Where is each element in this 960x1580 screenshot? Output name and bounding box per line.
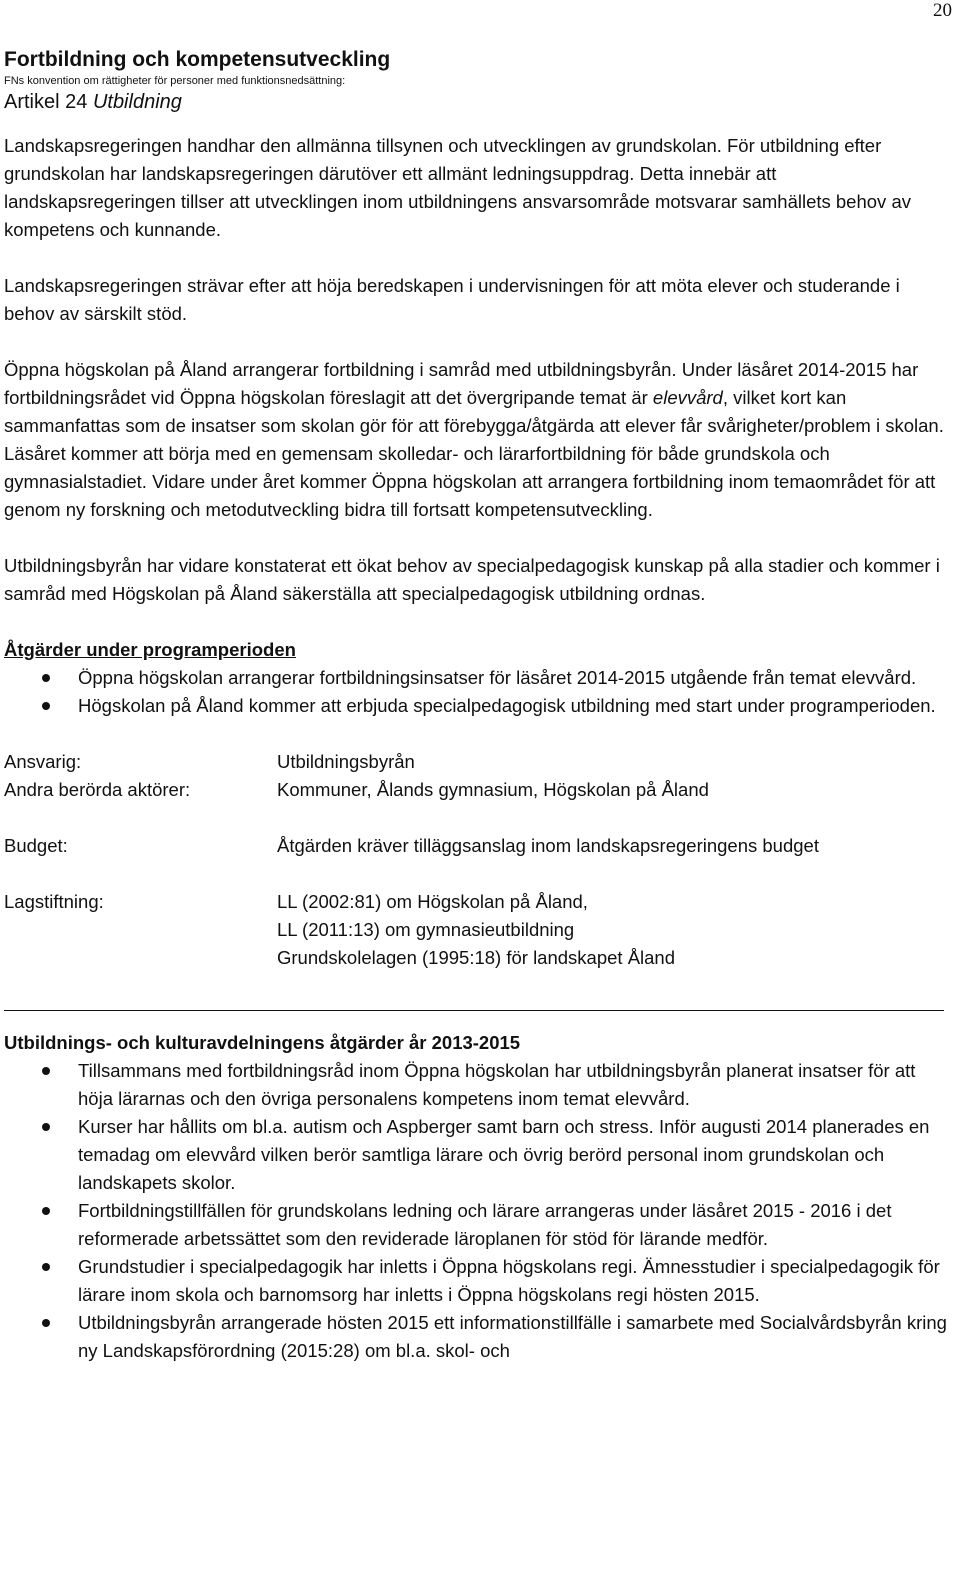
- list-item: [4, 1197, 950, 1253]
- list-item: [4, 1309, 950, 1365]
- paragraph-open-university-part2: , vilket kort kan sammanfattas som de insatser som skolan gör för att förebygga/åtgärda att elever får svårigheter/problem i skolan. Läsåret kommer att börja med en gemensam skolledar- och lärarfortbildning för både grundskola och gymnasialstadiet. Vidare under året kommer Öppna högskolan att arrangera fortbildning inom temaområdet för att genom ny forskning och metodutveckling bidra till fortsatt kompetensutveckling.: [4, 387, 944, 520]
- legislation-label: Lagstiftning:: [4, 891, 104, 912]
- list-item: [4, 692, 950, 720]
- list-item-text: Grundstudier i specialpedagogik har inletts i Öppna högskolans regi. Ämnesstudier i specialpedagogik för lärare inom skola och barnomsorg har inletts i Öppna högskolans regi hösten 2015.: [78, 1256, 940, 1305]
- bullet-icon: [42, 1263, 50, 1271]
- bullet-icon: [42, 1319, 50, 1327]
- paragraph-open-university: [4, 356, 950, 524]
- list-item: [4, 1113, 950, 1197]
- document-body: [4, 46, 950, 1365]
- convention-subtitle: FNs konvention om rättigheter för personer med funktionsnedsättning:: [4, 75, 346, 87]
- bullet-icon: [42, 702, 50, 710]
- department-list: [4, 1057, 950, 1365]
- bullet-icon: [42, 674, 50, 682]
- responsible-value: Utbildningsbyrån: [277, 751, 415, 772]
- list-item-text: Öppna högskolan arrangerar fortbildningsinsatser för läsåret 2014-2015 utgående från temat elevvård.: [78, 667, 917, 688]
- paragraph-supervision: Landskapsregeringen handhar den allmänna tillsynen och utvecklingen av grundskolan. För utbildning efter grundskolan har landskapsregeringen därutöver ett allmänt ledningsuppdrag. Detta innebär att landskapsregeringen tillser att utvecklingen inom utbildningens ansvarsområde motsvarar samhällets behov av kompetens och kunnande.: [4, 135, 911, 240]
- list-item-text: Utbildningsbyrån arrangerade hösten 2015 ett informationstillfälle i samarbete med Socialvårdsbyrån kring ny Landskapsförordning (2015:28) om bl.a. skol- och: [78, 1312, 947, 1361]
- bullet-icon: [42, 1067, 50, 1075]
- paragraph-preparedness: Landskapsregeringen strävar efter att höja beredskapen i undervisningen för att möta elever och studerande i behov av särskilt stöd.: [4, 275, 900, 324]
- department-heading: Utbildnings- och kulturavdelningens åtgärder år 2013-2015: [4, 1032, 521, 1053]
- budget-value: Åtgärden kräver tilläggsanslag inom landskapsregeringens budget: [277, 835, 819, 856]
- legislation-value: [277, 888, 950, 972]
- legislation-line: Grundskolelagen (1995:18) för landskapet Åland: [277, 947, 676, 968]
- paragraph-open-university-part1: Öppna högskolan på Åland arrangerar fortbildning i samråd med utbildningsbyrån. Under läsåret 2014-2015 har fortbildningsrådet vid Öppna högskolan föreslagit att det övergripande temat är: [4, 359, 919, 408]
- bullet-icon: [42, 1123, 50, 1131]
- responsible-label: Ansvarig:: [4, 751, 82, 772]
- article-name: Utbildning: [92, 91, 182, 113]
- list-item-text: Högskolan på Åland kommer att erbjuda specialpedagogisk utbildning med start under programperioden.: [78, 695, 936, 716]
- document-title: Fortbildning och kompetensutveckling: [4, 48, 391, 71]
- legislation-line: LL (2002:81) om Högskolan på Åland,: [277, 891, 588, 912]
- emphasis-elevvard: elevvård: [652, 387, 723, 408]
- legislation-line: LL (2011:13) om gymnasieutbildning: [277, 919, 575, 940]
- measures-heading: Åtgärder under programperioden: [4, 639, 296, 660]
- actors-label: Andra berörda aktörer:: [4, 779, 191, 800]
- article-reference: [4, 88, 950, 116]
- budget-label: Budget:: [4, 835, 68, 856]
- page-number: 20: [933, 0, 952, 21]
- list-item-text: Tillsammans med fortbildningsråd inom Öppna högskolan har utbildningsbyrån planerat insatser för att höja lärarnas och den övriga personalens kompetens inom temat elevvård.: [78, 1060, 916, 1109]
- list-item: [4, 1253, 950, 1309]
- actors-value: Kommuner, Ålands gymnasium, Högskolan på Åland: [277, 779, 709, 800]
- list-item: [4, 664, 950, 692]
- paragraph-special-education: Utbildningsbyrån har vidare konstaterat ett ökat behov av specialpedagogisk kunskap på alla stadier och kommer i samråd med Högskolan på Åland säkerställa att specialpedagogisk utbildning ordnas.: [4, 555, 940, 604]
- facts-table: [4, 748, 950, 972]
- section-divider: [4, 1010, 944, 1011]
- list-item-text: Kurser har hållits om bl.a. autism och Aspberger samt barn och stress. Inför augusti 2014 planerades en temadag om elevvård vilken berör samtliga lärare och övrig berörd personal inom grundskolan och landskapets skolor.: [78, 1116, 930, 1193]
- measures-list: [4, 664, 950, 720]
- list-item: [4, 1057, 950, 1113]
- list-item-text: Fortbildningstillfällen för grundskolans ledning och lärare arrangeras under läsåret 2015 - 2016 i det reformerade arbetssättet som den reviderade läroplanen för stöd för lärande medför.: [78, 1200, 892, 1249]
- bullet-icon: [42, 1207, 50, 1215]
- article-prefix: Artikel 24: [4, 91, 93, 113]
